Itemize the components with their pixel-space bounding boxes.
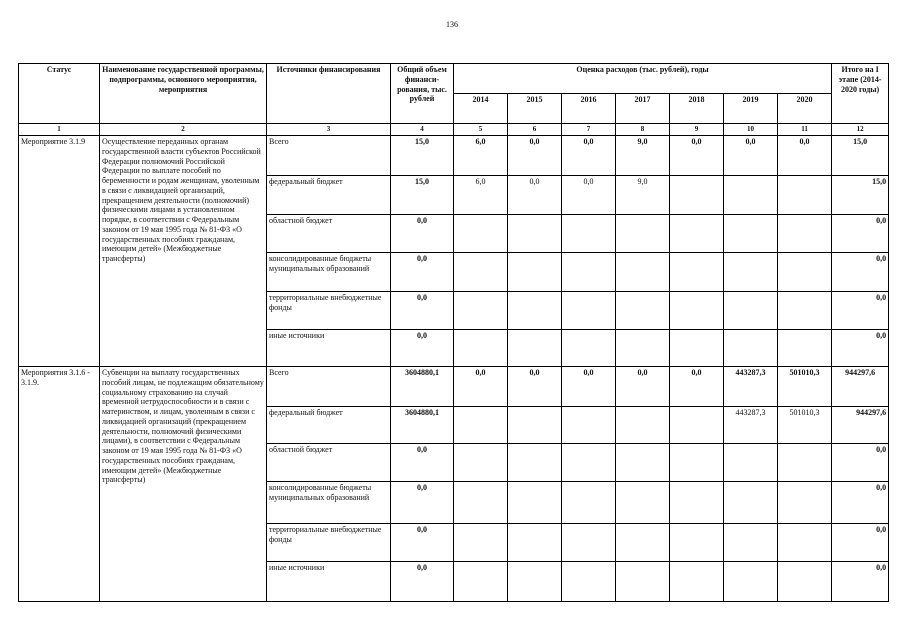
year-value [724,215,778,253]
measure-name: Субвенции на выплату государственных пособий лицам, не подлежащим обязательному социальному страхованию на случай временной нетрудоспособности и в связи с материнством, и лицам, уволенным в связи с ликвидацией организаций (прекращением деятельности, полномочий физическими лицами), в соответствии с Федеральным законом от 19 мая 1995 года № 81-ФЗ «О государственных пособиях гражданам, имеющим детей» (Межбюджетные трансферты) [100,367,267,602]
year-value: 0,0 [454,367,508,407]
year-value [670,330,724,367]
year-value: 501010,3 [778,367,832,407]
measure-status: Мероприятие 3.1.9 [19,136,100,367]
header-estimate: Оценка расходов (тыс. рублей), годы [454,64,832,94]
year-value: 9,0 [616,136,670,176]
column-number: 3 [267,124,391,136]
year-value [778,292,832,330]
year-value [778,444,832,482]
column-number: 11 [778,124,832,136]
stage-total-value: 944297,6 [832,407,889,444]
header-year: 2020 [778,94,832,124]
year-value [454,215,508,253]
header-year: 2018 [670,94,724,124]
measure-status: Мероприятия 3.1.6 - 3.1.9. [19,367,100,602]
year-value [616,253,670,292]
year-value [778,482,832,524]
year-value [616,444,670,482]
column-number: 2 [100,124,267,136]
year-value: 501010,3 [778,407,832,444]
year-value [454,253,508,292]
year-value [616,562,670,602]
total-value: 0,0 [391,562,454,602]
stage-total-value: 0,0 [832,253,889,292]
funding-source: территориальные внебюджетные фонды [267,292,391,330]
page-number: 136 [446,20,458,29]
year-value [778,330,832,367]
column-number: 7 [562,124,616,136]
column-number: 4 [391,124,454,136]
year-value: 0,0 [562,367,616,407]
year-value [562,215,616,253]
year-value [454,407,508,444]
year-value: 0,0 [724,136,778,176]
table-row [19,367,889,407]
year-value [454,562,508,602]
header-name: Наименование государственной программы, подпрограммы, основного мероприятия, мероприятия [100,64,267,124]
stage-total-value: 15,0 [832,136,889,176]
header-year: 2019 [724,94,778,124]
column-number: 9 [670,124,724,136]
year-value: 443287,3 [724,367,778,407]
total-value: 15,0 [391,176,454,215]
year-value [508,292,562,330]
year-value [724,524,778,562]
year-value: 0,0 [778,136,832,176]
year-value [724,562,778,602]
total-value: 3604880,1 [391,407,454,444]
funding-source: территориальные внебюджетные фонды [267,524,391,562]
funding-source: федеральный бюджет [267,176,391,215]
year-value [724,253,778,292]
year-value [562,330,616,367]
year-value [454,524,508,562]
year-value: 0,0 [562,176,616,215]
header-year: 2014 [454,94,508,124]
year-value [562,292,616,330]
year-value [724,482,778,524]
year-value [724,444,778,482]
year-value: 0,0 [562,136,616,176]
total-value: 0,0 [391,215,454,253]
year-value [724,292,778,330]
table-body [19,136,889,602]
year-value [778,253,832,292]
year-value [670,407,724,444]
year-value [778,524,832,562]
year-value: 6,0 [454,176,508,215]
funding-source: Всего [267,367,391,407]
stage-total-value: 0,0 [832,330,889,367]
year-value [508,330,562,367]
year-value [670,253,724,292]
year-value [454,444,508,482]
year-value [778,176,832,215]
year-value [670,482,724,524]
year-value: 0,0 [670,367,724,407]
year-value [616,330,670,367]
year-value [562,482,616,524]
total-value: 0,0 [391,444,454,482]
year-value: 443287,3 [724,407,778,444]
total-value: 0,0 [391,330,454,367]
column-number: 5 [454,124,508,136]
year-value [454,292,508,330]
year-value [616,292,670,330]
year-value [454,482,508,524]
column-number: 6 [508,124,562,136]
header-year: 2015 [508,94,562,124]
year-value [508,482,562,524]
total-value: 0,0 [391,253,454,292]
stage-total-value: 0,0 [832,524,889,562]
stage-total-value: 0,0 [832,562,889,602]
stage-total-value: 0,0 [832,482,889,524]
year-value [508,407,562,444]
funding-source: областной бюджет [267,215,391,253]
column-number: 12 [832,124,889,136]
year-value: 0,0 [616,367,670,407]
year-value [508,215,562,253]
year-value [562,524,616,562]
total-value: 0,0 [391,292,454,330]
stage-total-value: 0,0 [832,444,889,482]
year-value: 9,0 [616,176,670,215]
measure-name: Осуществление переданных органам государственной власти субъектов Российской Федерации полномочий Российской Федерации по выплате пособий по беременности и родам женщинам, уволенным в связи с ликвидацией организаций, прекращением деятельности (полномочий) физическими лицами в установленном порядке, в соответствии с Федеральным законом от 19 мая 1995 года № 81-ФЗ «О государственных пособиях гражданам, имеющим детей» (Межбюджетные трансферты) [100,136,267,367]
year-value [508,562,562,602]
header-total: Общий объем финанси-рования, тыс. рублей [391,64,454,124]
funding-source: федеральный бюджет [267,407,391,444]
year-value [724,330,778,367]
column-number: 8 [616,124,670,136]
year-value [670,292,724,330]
stage-total-value: 0,0 [832,215,889,253]
total-value: 0,0 [391,524,454,562]
year-value [454,330,508,367]
total-value: 0,0 [391,482,454,524]
header-sources: Источники финансирования [267,64,391,124]
year-value: 0,0 [508,176,562,215]
year-value: 0,0 [670,136,724,176]
year-value [616,482,670,524]
year-value [562,253,616,292]
total-value: 3604880,1 [391,367,454,407]
column-number: 1 [19,124,100,136]
year-value [670,444,724,482]
year-value [670,176,724,215]
stage-total-value: 944297,6 [832,367,889,407]
year-value [616,215,670,253]
column-number: 10 [724,124,778,136]
budget-table [18,63,889,602]
year-value [670,215,724,253]
year-value [724,176,778,215]
year-value [508,253,562,292]
year-value [562,407,616,444]
year-value [778,562,832,602]
total-value: 15,0 [391,136,454,176]
year-value: 0,0 [508,136,562,176]
year-value [616,524,670,562]
year-value [562,444,616,482]
funding-source: областной бюджет [267,444,391,482]
funding-source: иные источники [267,562,391,602]
funding-source: Всего [267,136,391,176]
header-stage-total: Итого на I этапе (2014-2020 годы) [832,64,889,124]
year-value [508,444,562,482]
year-value [562,562,616,602]
funding-source: иные источники [267,330,391,367]
stage-total-value: 15,0 [832,176,889,215]
header-year: 2017 [616,94,670,124]
stage-total-value: 0,0 [832,292,889,330]
funding-source: консолидированные бюджеты муниципальных образований [267,253,391,292]
year-value [670,524,724,562]
year-value [670,562,724,602]
year-value: 6,0 [454,136,508,176]
table-row [19,136,889,176]
year-value [778,215,832,253]
year-value [616,407,670,444]
header-year: 2016 [562,94,616,124]
year-value: 0,0 [508,367,562,407]
header-status: Статус [19,64,100,124]
year-value [508,524,562,562]
funding-source: консолидированные бюджеты муниципальных образований [267,482,391,524]
